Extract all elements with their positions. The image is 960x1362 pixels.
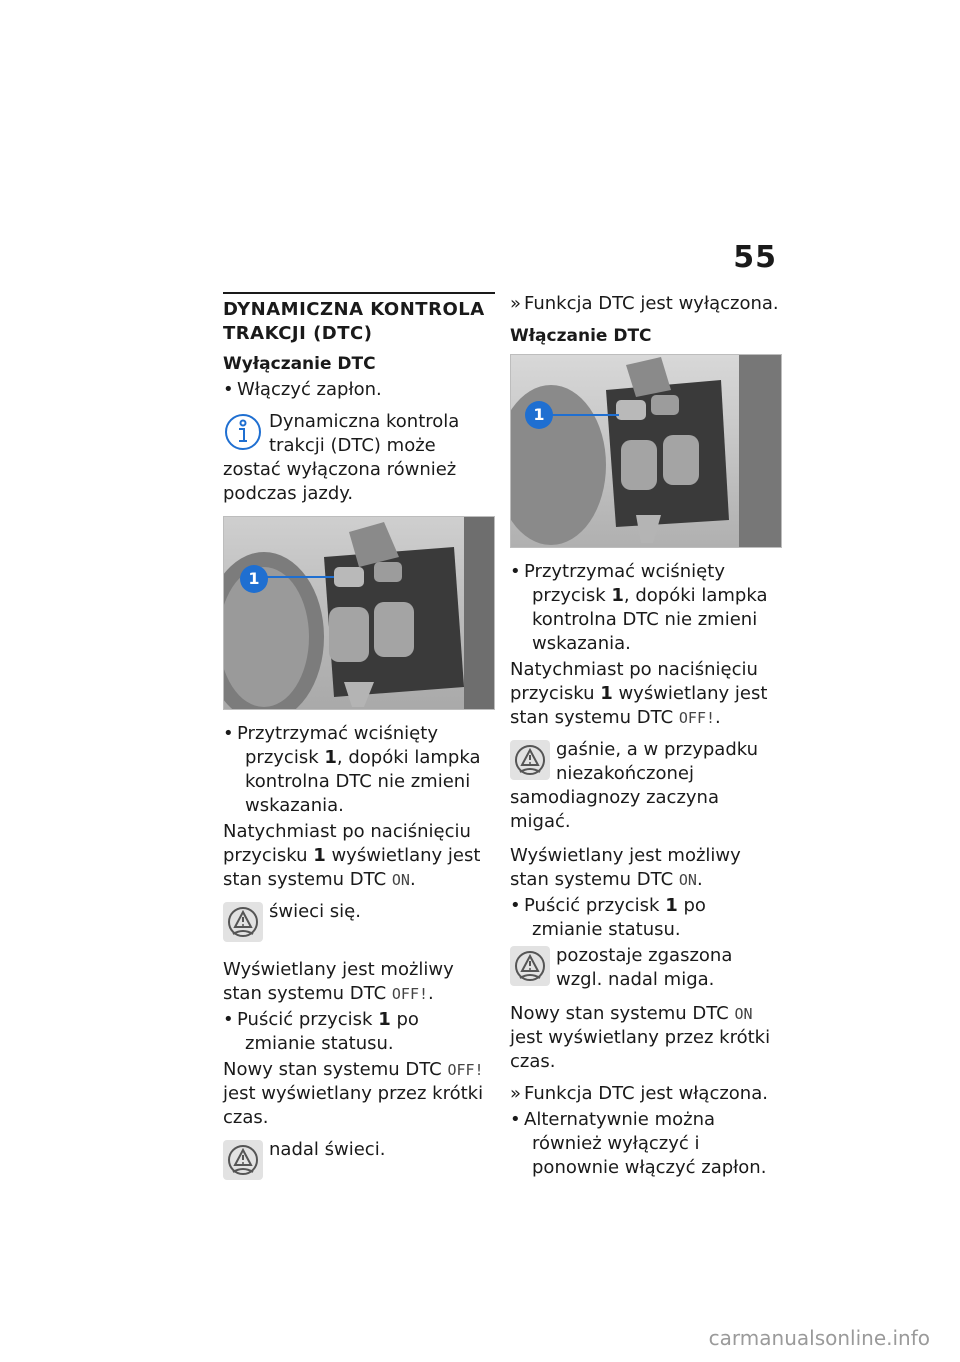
watermark: carmanualsonline.info <box>708 1326 930 1350</box>
handlebar-switch-figure <box>223 516 495 710</box>
page-number: 55 <box>733 240 777 275</box>
handlebar-switch-illustration <box>224 517 494 709</box>
dtc-warning-icon <box>510 740 550 780</box>
warning-note: świeci się. <box>223 900 495 948</box>
section-rule <box>223 292 495 294</box>
handlebar-switch-illustration <box>511 355 781 547</box>
result-item: » Funkcja DTC jest wyłączona. <box>510 293 779 314</box>
bullet-icon: • <box>223 1009 234 1030</box>
paragraph: Wyświetlany jest możliwy stan systemu DTC ON. <box>510 845 741 890</box>
bullet-icon: • <box>510 561 521 582</box>
paragraph: Nowy stan systemu DTC ON jest wyświetlany przez krótki czas. <box>510 1003 771 1072</box>
result-arrow-icon: » <box>510 1083 522 1104</box>
right-column <box>510 292 782 1182</box>
callout-1: 1 <box>525 401 553 429</box>
subheading-enable-dtc: Włączanie DTC <box>510 326 652 346</box>
handlebar-switch-figure <box>510 354 782 548</box>
list-item: • Przytrzymać wciśnięty przycisk 1, dopóki lampka kontrolna DTC nie zmieni wskazania. <box>223 723 481 816</box>
bullet-icon: • <box>223 723 234 744</box>
bullet-icon: • <box>223 379 234 400</box>
list-item: • Alternatywnie można również wyłączyć i ponownie włączyć zapłon. <box>510 1109 767 1178</box>
info-icon <box>223 412 263 452</box>
section-heading: DYNAMICZNA KONTROLA TRAKCJI (DTC) <box>223 299 485 344</box>
dtc-warning-icon <box>223 1140 263 1180</box>
warning-note: nadal świeci. <box>223 1138 495 1186</box>
callout-1: 1 <box>240 565 268 593</box>
warning-note: pozostaje zgaszona wzgl. nadal miga. <box>510 944 782 992</box>
bullet-icon: • <box>510 1109 521 1130</box>
dtc-warning-icon <box>510 946 550 986</box>
paragraph: Nowy stan systemu DTC OFF! jest wyświetlany przez krótki czas. <box>223 1059 484 1128</box>
result-arrow-icon: » <box>510 293 522 314</box>
paragraph: Natychmiast po naciśnięciu przycisku 1 wyświetlany jest stan systemu DTC ON. <box>223 821 481 890</box>
paragraph: Wyświetlany jest możliwy stan systemu DTC OFF!. <box>223 959 454 1004</box>
list-item: • Puścić przycisk 1 po zmianie statusu. <box>510 895 706 940</box>
warning-note: gaśnie, a w przypadku niezakończonej samodiagnozy zaczyna migać. <box>510 739 759 832</box>
list-item: • Puścić przycisk 1 po zmianie statusu. <box>223 1009 419 1054</box>
list-item: • Włączyć zapłon. <box>223 379 382 400</box>
dtc-warning-icon <box>223 902 263 942</box>
left-column <box>223 292 495 1196</box>
bullet-icon: • <box>510 895 521 916</box>
paragraph: Natychmiast po naciśnięciu przycisku 1 wyświetlany jest stan systemu DTC OFF!. <box>510 659 768 728</box>
subheading-disable-dtc: Wyłączanie DTC <box>223 354 376 374</box>
list-item: • Przytrzymać wciśnięty przycisk 1, dopóki lampka kontrolna DTC nie zmieni wskazania. <box>510 561 768 654</box>
result-item: » Funkcja DTC jest włączona. <box>510 1083 768 1104</box>
info-note: Dynamiczna kontrola trakcji (DTC) może zostać wyłączona również podczas jazdy. <box>223 411 460 504</box>
